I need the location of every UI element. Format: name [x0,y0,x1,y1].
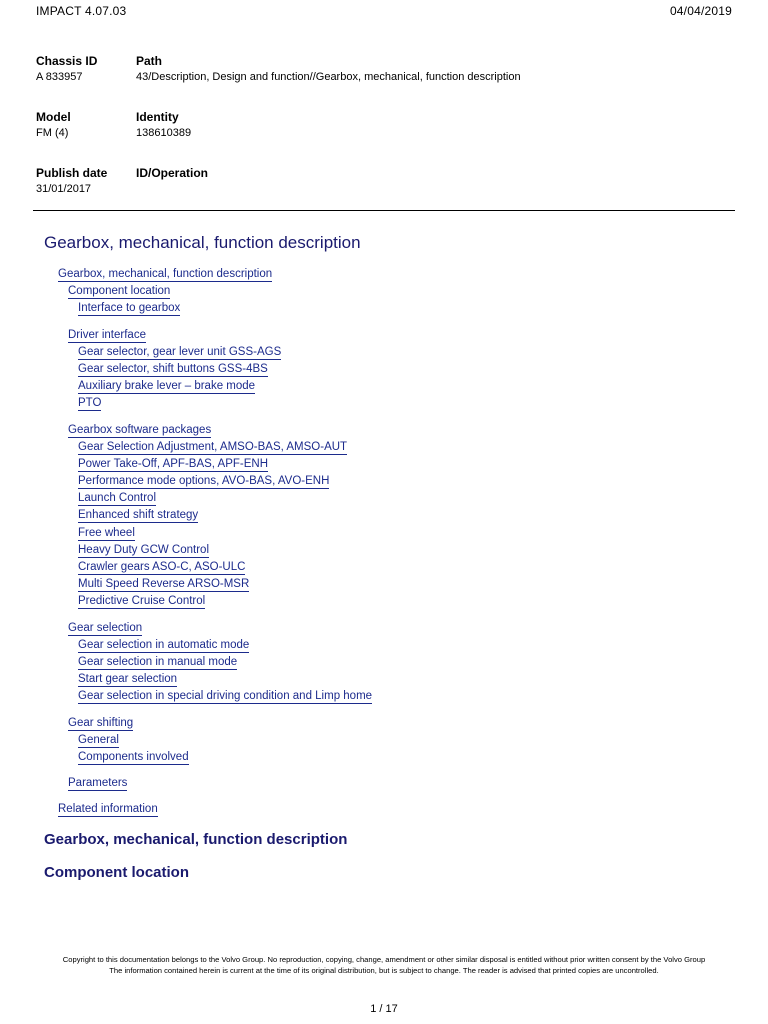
model-label: Model [36,110,71,124]
chassis-id-value: A 833957 [36,71,83,83]
toc-link[interactable] [0,439,768,456]
toc-link[interactable] [0,300,768,317]
document-metadata [36,54,736,222]
identity-value: 138610389 [136,127,192,139]
toc-link[interactable] [0,749,768,766]
toc-link[interactable] [0,576,768,593]
model-value: FM (4) [36,127,69,139]
toc-link[interactable] [0,473,768,490]
toc-link[interactable] [0,344,768,361]
toc-link[interactable] [0,456,768,473]
toc-link-label: Power Take-Off, APF-BAS, APF-ENH [78,457,269,470]
toc-link-label: Performance mode options, AVO-BAS, AVO-ENH [78,475,330,488]
metadata-row-model [36,110,736,166]
toc-link[interactable] [0,559,768,576]
toc-link[interactable] [0,327,768,344]
toc-link[interactable] [0,801,768,818]
toc-link[interactable] [0,688,768,705]
header-divider [33,210,735,211]
toc-link-label: Start gear selection [78,673,178,686]
toc-link-label: Gear selection in special driving condition and Limp home [78,690,373,703]
toc-link[interactable] [0,593,768,610]
toc-link-label: Launch Control [78,492,156,505]
toc-link-label: Gear selection in manual mode [78,655,238,668]
app-name: IMPACT 4.07.03 [36,4,127,18]
publish-date-value: 31/01/2017 [36,183,92,195]
toc-link[interactable] [0,637,768,654]
id-operation-label: ID/Operation [136,166,209,180]
toc-link-label: PTO [78,397,102,410]
toc-link-label: Related information [58,803,158,816]
copyright-footer [20,955,748,976]
toc-link[interactable] [0,507,768,524]
section-heading-component-location: Component location [44,864,189,881]
toc-link-label: Auxiliary brake lever – brake mode [78,380,256,393]
chassis-id-label: Chassis ID [36,54,98,68]
id-operation-value [136,182,736,198]
toc-link[interactable] [0,395,768,412]
toc-link-label: Gearbox, mechanical, function description [58,268,273,280]
toc-link[interactable] [0,283,768,300]
page-number: 1 / 17 [370,1003,398,1015]
toc-link-label: Gear Selection Adjustment, AMSO-BAS, AMSO-AUT [78,440,348,453]
distribution-notice: The information contained herein is current at the time of its original distribution, but is subject to change. The reader is advised that printed copies are uncontrolled. [109,965,659,975]
toc-link[interactable] [0,542,768,559]
toc-link[interactable] [0,654,768,671]
toc-link-label: Predictive Cruise Control [78,595,206,608]
table-of-contents [0,266,768,818]
toc-link-label: Gear shifting [68,716,134,729]
toc-link-label: Driver interface [68,328,146,341]
toc-link[interactable] [0,422,768,439]
toc-link-label: Enhanced shift strategy [78,509,199,522]
identity-label: Identity [136,110,179,124]
metadata-row-chassis [36,54,736,110]
toc-link-label: Parameters [68,777,128,790]
toc-link-label: Multi Speed Reverse ARSO-MSR [78,578,250,591]
page-title: Gearbox, mechanical, function description [44,233,361,252]
toc-link-label: Free wheel [78,526,135,539]
toc-link-label: Heavy Duty GCW Control [78,543,210,556]
path-value: 43/Description, Design and function//Gearbox, mechanical, function description [136,71,521,83]
toc-link[interactable] [0,620,768,637]
toc-link[interactable] [0,490,768,507]
toc-link-label: Gearbox software packages [68,423,212,436]
metadata-row-publish [36,166,736,222]
toc-link[interactable] [0,361,768,378]
print-date: 04/04/2019 [669,4,732,18]
toc-link-label: Crawler gears ASO-C, ASO-ULC [78,561,246,573]
publish-date-label: Publish date [36,166,108,180]
toc-link[interactable] [0,715,768,732]
toc-link[interactable] [0,671,768,688]
toc-link-label: Components involved [78,750,189,763]
toc-link-label: Gear selection in automatic mode [78,638,250,651]
toc-link[interactable] [0,732,768,749]
toc-link-label: General [78,733,119,746]
section-heading-function-description: Gearbox, mechanical, function description [44,831,348,848]
toc-link-label: Component location [68,285,171,298]
toc-link[interactable] [0,525,768,542]
toc-link[interactable] [0,378,768,395]
toc-link-label: Interface to gearbox [78,302,181,315]
toc-link-label: Gear selector, shift buttons GSS-4BS [78,362,268,375]
path-label: Path [136,54,163,68]
copyright-notice: Copyright to this documentation belongs to the Volvo Group. No reproduction, copying, change, amendment or other similar disposal is entitled without prior written consent by the Volvo Group [62,955,706,964]
toc-link-label: Gear selector, gear lever unit GSS-AGS [78,345,282,358]
toc-link[interactable] [0,775,768,792]
toc-link-label: Gear selection [68,621,143,634]
toc-link[interactable] [0,266,768,283]
